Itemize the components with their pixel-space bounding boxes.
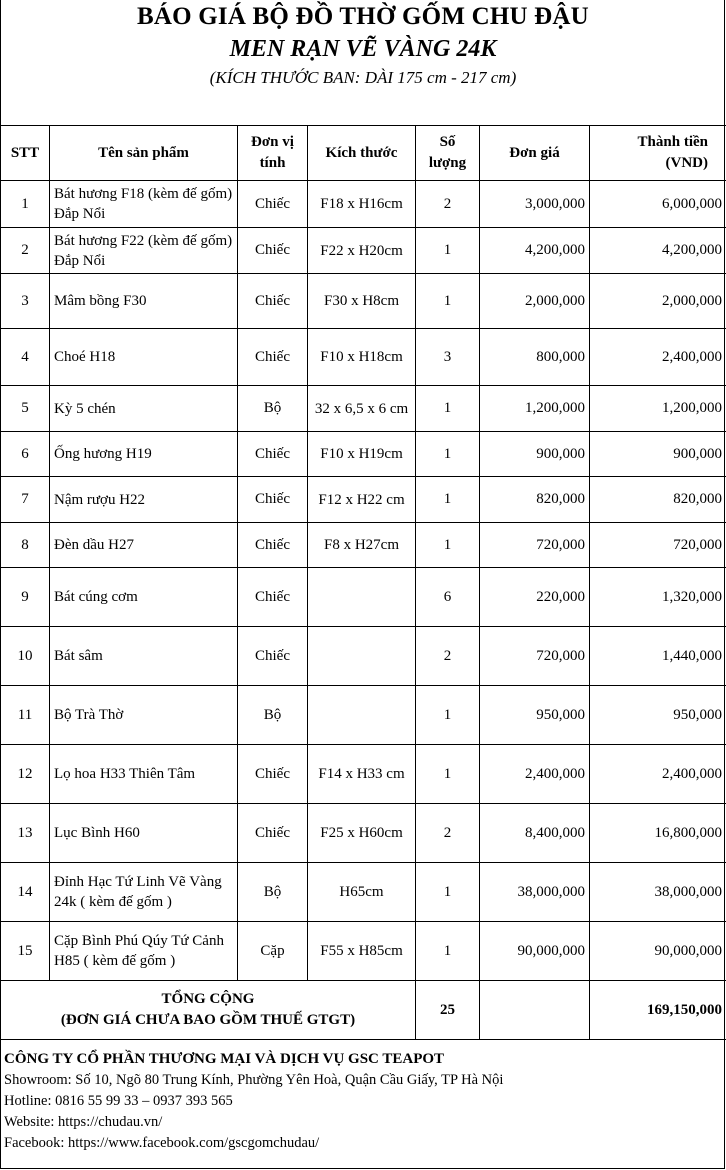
cell-price: 38,000,000	[480, 863, 590, 922]
cell-size: F30 x H8cm	[308, 274, 416, 329]
cell-total: 2,400,000	[590, 329, 726, 386]
cell-price: 8,400,000	[480, 804, 590, 863]
cell-size: H65cm	[308, 863, 416, 922]
total-amount: 169,150,000	[590, 981, 726, 1040]
cell-unit: Chiếc	[238, 477, 308, 523]
cell-unit: Bộ	[238, 686, 308, 745]
cell-qty: 1	[416, 386, 480, 432]
cell-size	[308, 686, 416, 745]
cell-name: Nậm rượu H22	[50, 477, 238, 523]
cell-price: 900,000	[480, 432, 590, 477]
col-header-unit-line1: Đơn vị	[251, 134, 294, 150]
cell-total: 1,200,000	[590, 386, 726, 432]
cell-qty: 1	[416, 228, 480, 274]
cell-total: 900,000	[590, 432, 726, 477]
table-row	[1, 329, 726, 386]
cell-stt: 2	[1, 228, 50, 274]
cell-name: Bát hương F22 (kèm đế gốm) Đắp Nổi	[50, 228, 238, 274]
cell-qty: 1	[416, 274, 480, 329]
cell-size: F10 x H18cm	[308, 329, 416, 386]
cell-size: F18 x H16cm	[308, 181, 416, 228]
table-row	[1, 568, 726, 627]
table-row	[1, 181, 726, 228]
cell-stt: 3	[1, 274, 50, 329]
cell-total: 1,440,000	[590, 627, 726, 686]
cell-unit: Bộ	[238, 386, 308, 432]
col-header-qty-line2: lượng	[428, 155, 467, 171]
cell-unit: Cặp	[238, 922, 308, 981]
cell-qty: 2	[416, 804, 480, 863]
cell-qty: 1	[416, 922, 480, 981]
cell-total: 820,000	[590, 477, 726, 523]
cell-price: 2,400,000	[480, 745, 590, 804]
table-row	[1, 386, 726, 432]
table-row	[1, 477, 726, 523]
cell-price: 4,200,000	[480, 228, 590, 274]
cell-stt: 9	[1, 568, 50, 627]
cell-unit: Chiếc	[238, 568, 308, 627]
cell-qty: 6	[416, 568, 480, 627]
cell-price: 950,000	[480, 686, 590, 745]
cell-size	[308, 627, 416, 686]
cell-name: Lọ hoa H33 Thiên Tâm	[50, 745, 238, 804]
cell-unit: Chiếc	[238, 745, 308, 804]
cell-total: 950,000	[590, 686, 726, 745]
cell-size: F10 x H19cm	[308, 432, 416, 477]
cell-total: 16,800,000	[590, 804, 726, 863]
col-header-unit	[238, 126, 308, 181]
cell-total: 720,000	[590, 523, 726, 568]
col-header-total	[590, 126, 726, 181]
size-note: (KÍCH THƯỚC BAN: DÀI 175 cm - 217 cm)	[209, 68, 517, 87]
cell-unit: Chiếc	[238, 329, 308, 386]
col-header-qty-line1: Số	[439, 134, 456, 150]
cell-stt: 10	[1, 627, 50, 686]
cell-name: Bát hương F18 (kèm đế gốm) Đắp Nổi	[50, 181, 238, 228]
cell-price: 1,200,000	[480, 386, 590, 432]
cell-qty: 1	[416, 686, 480, 745]
total-price-empty	[480, 981, 590, 1040]
cell-stt: 4	[1, 329, 50, 386]
table-row	[1, 432, 726, 477]
cell-price: 220,000	[480, 568, 590, 627]
cell-size: F25 x H60cm	[308, 804, 416, 863]
table-row	[1, 922, 726, 981]
cell-stt: 1	[1, 181, 50, 228]
cell-price: 3,000,000	[480, 181, 590, 228]
table-row	[1, 745, 726, 804]
cell-stt: 6	[1, 432, 50, 477]
price-table	[0, 125, 726, 1040]
cell-unit: Chiếc	[238, 228, 308, 274]
col-header-price: Đơn giá	[480, 126, 590, 181]
col-header-unit-line2: tính	[259, 155, 286, 171]
facebook-link[interactable]: Facebook: https://www.facebook.com/gscgomchudau/	[4, 1135, 320, 1151]
cell-qty: 2	[416, 181, 480, 228]
cell-qty: 1	[416, 745, 480, 804]
total-label-line1: TỔNG CỘNG	[161, 991, 255, 1007]
cell-unit: Chiếc	[238, 804, 308, 863]
cell-price: 90,000,000	[480, 922, 590, 981]
website-link[interactable]: Website: https://chudau.vn/	[4, 1114, 163, 1130]
cell-total: 2,000,000	[590, 274, 726, 329]
col-header-stt: STT	[1, 126, 50, 181]
document-subtitle: MEN RẠN VẼ VÀNG 24K	[229, 36, 497, 62]
cell-total: 1,320,000	[590, 568, 726, 627]
cell-size: F22 x H20cm	[308, 228, 416, 274]
cell-price: 800,000	[480, 329, 590, 386]
cell-size: F8 x H27cm	[308, 523, 416, 568]
cell-stt: 11	[1, 686, 50, 745]
cell-unit: Chiếc	[238, 627, 308, 686]
cell-size	[308, 568, 416, 627]
col-header-qty	[416, 126, 480, 181]
col-header-total-line2: (VND)	[665, 155, 708, 171]
table-row	[1, 523, 726, 568]
cell-total: 2,400,000	[590, 745, 726, 804]
cell-price: 720,000	[480, 627, 590, 686]
cell-name: Bát sâm	[50, 627, 238, 686]
cell-stt: 13	[1, 804, 50, 863]
cell-price: 2,000,000	[480, 274, 590, 329]
cell-stt: 8	[1, 523, 50, 568]
cell-name: Cặp Bình Phú Qúy Tứ Cảnh H85 ( kèm đế gốm )	[50, 922, 238, 981]
cell-total: 4,200,000	[590, 228, 726, 274]
cell-name: Mâm bồng F30	[50, 274, 238, 329]
table-row	[1, 863, 726, 922]
total-qty: 25	[416, 981, 480, 1040]
cell-name: Bộ Trà Thờ	[50, 686, 238, 745]
table-row	[1, 686, 726, 745]
company-footer	[4, 1049, 722, 1154]
document-title: BÁO GIÁ BỘ ĐỒ THỜ GỐM CHU ĐẬU	[137, 3, 589, 30]
cell-unit: Chiếc	[238, 181, 308, 228]
cell-size: F55 x H85cm	[308, 922, 416, 981]
cell-qty: 1	[416, 523, 480, 568]
cell-size: 32 x 6,5 x 6 cm	[308, 386, 416, 432]
col-header-name: Tên sản phẩm	[50, 126, 238, 181]
cell-unit: Chiếc	[238, 432, 308, 477]
cell-name: Đỉnh Hạc Tứ Linh Vẽ Vàng 24k ( kèm đế gốm )	[50, 863, 238, 922]
cell-unit: Chiếc	[238, 274, 308, 329]
cell-size: F14 x H33 cm	[308, 745, 416, 804]
cell-stt: 14	[1, 863, 50, 922]
cell-qty: 2	[416, 627, 480, 686]
cell-qty: 1	[416, 477, 480, 523]
total-label-line2: (ĐƠN GIÁ CHƯA BAO GỒM THUẾ GTGT)	[60, 1012, 356, 1028]
cell-name: Ống hương H19	[50, 432, 238, 477]
cell-unit: Chiếc	[238, 523, 308, 568]
cell-name: Bát cúng cơm	[50, 568, 238, 627]
table-row	[1, 804, 726, 863]
col-header-total-line1: Thành tiền	[637, 134, 708, 150]
total-label	[1, 981, 416, 1040]
cell-size: F12 x H22 cm	[308, 477, 416, 523]
cell-name: Kỳ 5 chén	[50, 386, 238, 432]
table-row	[1, 627, 726, 686]
hotline: Hotline: 0816 55 99 33 – 0937 393 565	[4, 1093, 233, 1109]
col-header-size: Kích thước	[308, 126, 416, 181]
showroom-address: Showroom: Số 10, Ngõ 80 Trung Kính, Phường Yên Hoà, Quận Cầu Giấy, TP Hà Nội	[4, 1072, 504, 1088]
cell-stt: 7	[1, 477, 50, 523]
cell-total: 38,000,000	[590, 863, 726, 922]
cell-total: 6,000,000	[590, 181, 726, 228]
cell-name: Lục Bình H60	[50, 804, 238, 863]
company-name: CÔNG TY CỔ PHẦN THƯƠNG MẠI VÀ DỊCH VỤ GSC TEAPOT	[4, 1051, 445, 1067]
table-row	[1, 228, 726, 274]
cell-qty: 1	[416, 863, 480, 922]
cell-qty: 1	[416, 432, 480, 477]
cell-name: Choé H18	[50, 329, 238, 386]
total-row	[1, 981, 726, 1040]
table-header-row	[1, 126, 726, 181]
cell-name: Đèn dầu H27	[50, 523, 238, 568]
document-header	[0, 0, 726, 126]
table-row	[1, 274, 726, 329]
cell-stt: 5	[1, 386, 50, 432]
cell-price: 820,000	[480, 477, 590, 523]
cell-stt: 15	[1, 922, 50, 981]
cell-qty: 3	[416, 329, 480, 386]
cell-stt: 12	[1, 745, 50, 804]
cell-price: 720,000	[480, 523, 590, 568]
cell-total: 90,000,000	[590, 922, 726, 981]
cell-unit: Bộ	[238, 863, 308, 922]
